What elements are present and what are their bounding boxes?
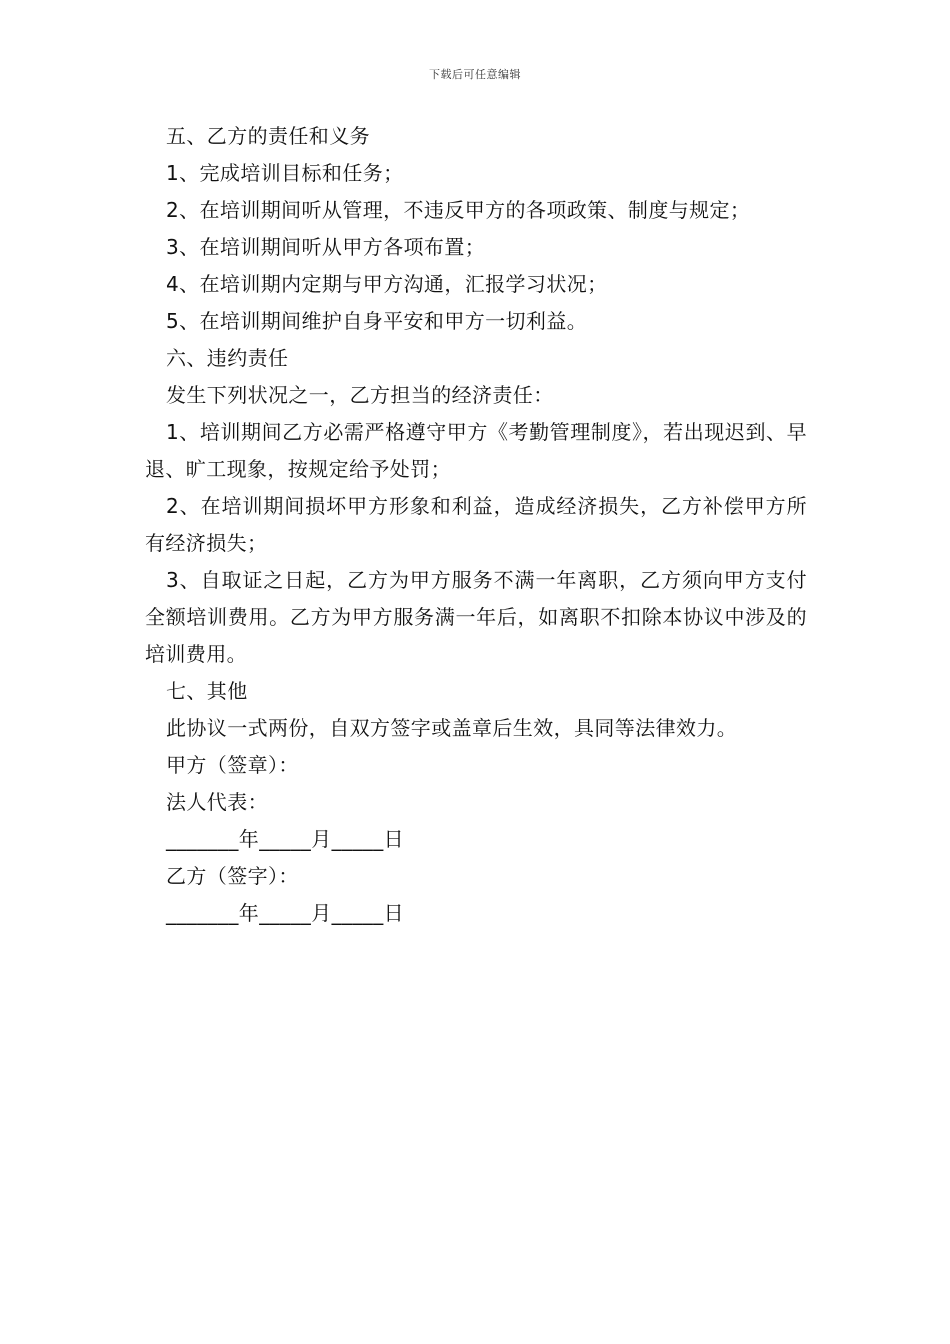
party-b-signature-label: 乙方（签字）：	[166, 864, 299, 888]
section-5-item-4: 4、在培训期内定期与甲方沟通，汇报学习状况；	[166, 272, 608, 296]
section-5-heading: 五、乙方的责任和义务	[166, 124, 370, 148]
section-6-item-2: 2、在培训期间损坏甲方形象和利益，造成经济损失，乙方补偿甲方所有经济损失；	[145, 494, 807, 555]
section-7-text: 此协议一式两份，自双方签字或盖章后生效，具同等法律效力。	[166, 716, 738, 740]
section-5-item-2: 2、在培训期间听从管理，不违反甲方的各项政策、制度与规定；	[166, 198, 751, 222]
section-6-item-1: 1、培训期间乙方必需严格遵守甲方《考勤管理制度》，若出现迟到、早退、旷工现象，按规定给予处罚；	[145, 420, 807, 481]
party-a-signature-label: 甲方（签章）：	[166, 753, 299, 777]
section-5-item-1: 1、完成培训目标和任务；	[166, 161, 404, 185]
section-5-item-5: 5、在培训期间维护自身平安和甲方一切利益。	[166, 309, 588, 333]
party-b-date-line: _______年_____月_____日	[166, 901, 404, 925]
party-a-date-line: _______年_____月_____日	[166, 827, 404, 851]
section-6-item-3: 3、自取证之日起，乙方为甲方服务不满一年离职，乙方须向甲方支付全额培训费用。乙方为甲方服务满一年后，如离职不扣除本协议中涉及的培训费用。	[145, 568, 807, 666]
section-6-intro: 发生下列状况之一，乙方担当的经济责任：	[166, 383, 554, 407]
section-6-heading: 六、违约责任	[166, 346, 289, 370]
document-body	[145, 118, 807, 932]
section-7-heading: 七、其他	[166, 679, 248, 703]
legal-representative-label: 法人代表：	[166, 790, 268, 814]
page-header-note: 下载后可任意编辑	[429, 68, 521, 81]
section-5-item-3: 3、在培训期间听从甲方各项布置；	[166, 235, 486, 259]
